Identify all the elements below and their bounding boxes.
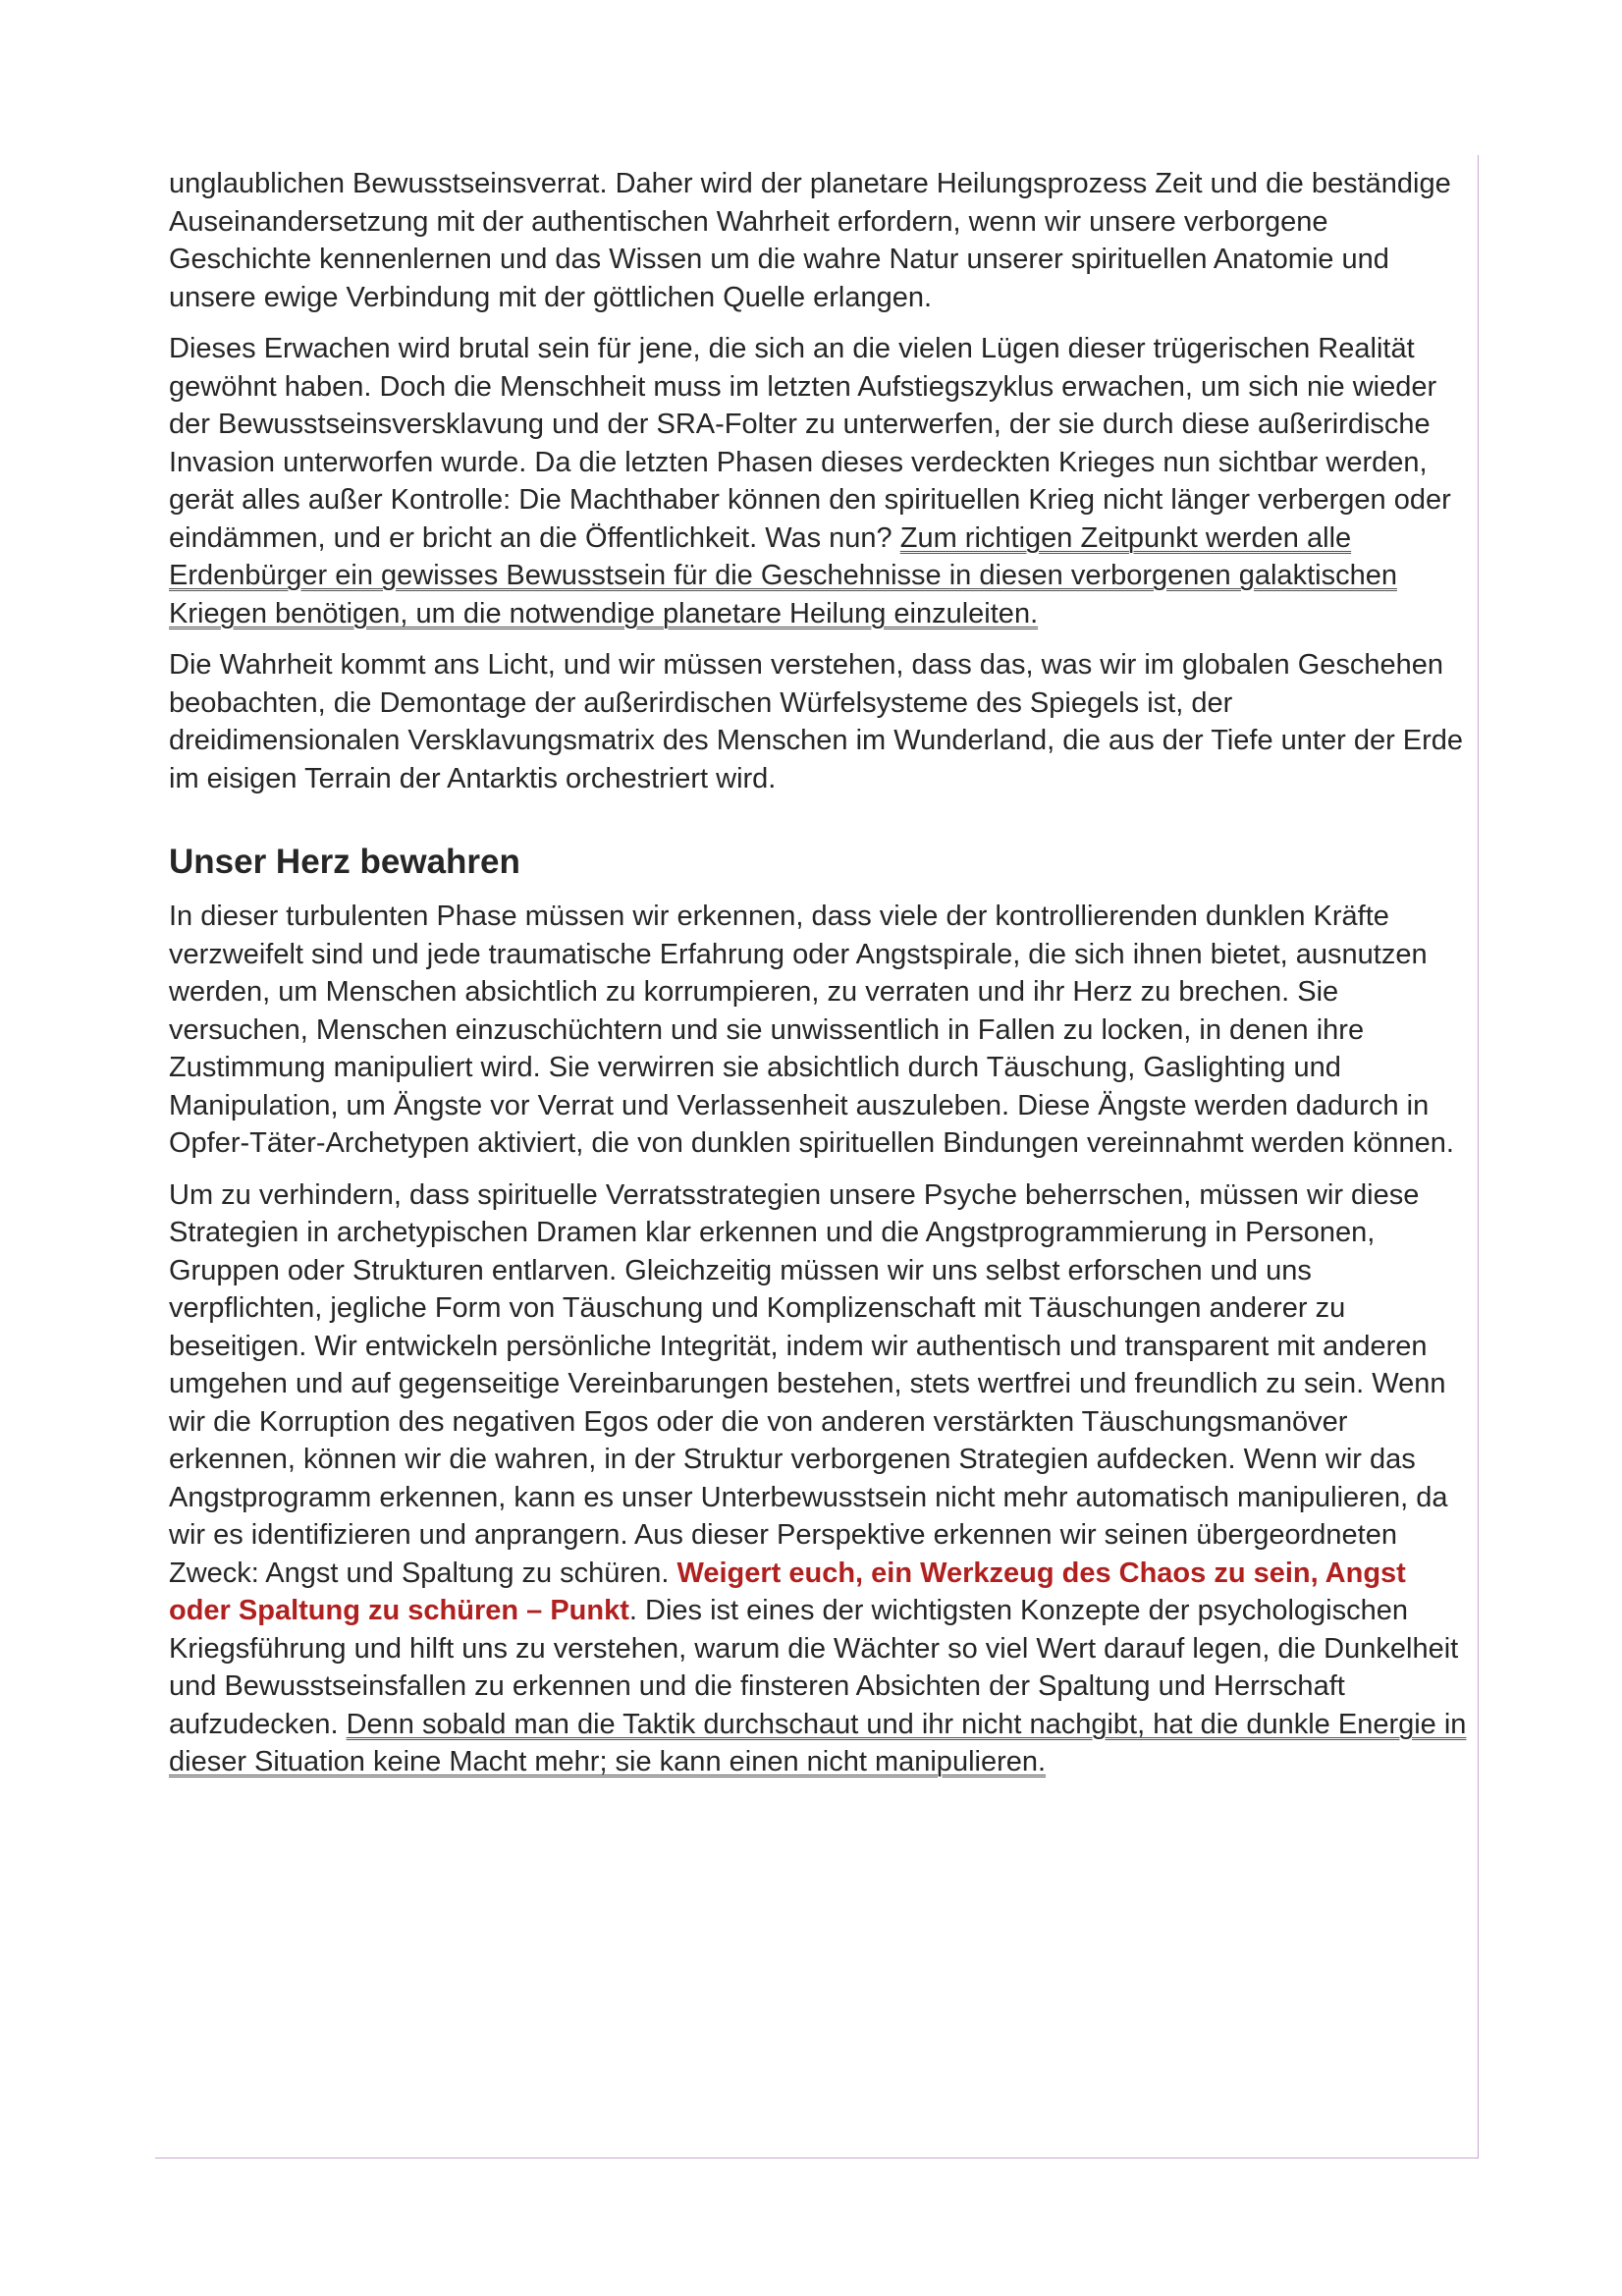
paragraph-5-text-after: . Dies ist eines der wichtigsten Konzepte der psychologischen Kriegsführung und hilft uns zu verstehen, warum die Wächter so viel Wert darauf legen, die Dunkelheit und Bewusstseinsfallen zu erkennen und die finsteren Absichten der Spaltung und Herrschaft aufzudecken. (169, 1595, 1459, 1740)
paragraph-4: In dieser turbulenten Phase müssen wir erkennen, dass viele der kontrollierenden dunklen Kräfte verzweifelt sind und jede traumatische Erfahrung oder Angstspirale, die sich ihnen bietet, ausnutzen werden, um Menschen absichtlich zu korrumpieren, zu verraten und ihr Herz zu brechen. Sie versuchen, Menschen einzuschüchtern und sie unwissentlich in Fallen zu locken, in denen ihre Zustimmung manipuliert wird. Sie verwirren sie absichtlich durch Täuschung, Gaslighting und Manipulation, um Ängste vor Verrat und Verlassenheit auszuleben. Diese Ängste werden dadurch in Opfer-Täter-Archetypen aktiviert, die von dunklen spirituellen Bindungen vereinnahmt werden können. (169, 901, 1454, 1159)
paragraph-1: unglaublichen Bewusstseinsverrat. Daher wird der planetare Heilungsprozess Zeit und die beständige Auseinandersetzung mit der authentischen Wahrheit erfordern, wenn wir unsere verborgene Geschichte kennenlernen und das Wissen um die wahre Natur unserer spirituellen Anatomie und unsere ewige Verbindung mit der göttlichen Quelle erlangen. (169, 168, 1451, 313)
document-body (169, 165, 1467, 1795)
section-heading: Unser Herz bewahren (169, 843, 520, 881)
paragraph-5-underlined: Denn sobald man die Taktik durchschaut und ihr nicht nachgibt, hat die dunkle Energie in dieser Situation keine Macht mehr; sie kann einen nicht manipulieren. (169, 1708, 1467, 1777)
paragraph-3: Die Wahrheit kommt ans Licht, und wir müssen verstehen, dass das, was wir im globalen Geschehen beobachten, die Demontage der außerirdischen Würfelsysteme des Spiegels ist, der dreidimensionalen Versklavungsmatrix des Menschen im Wunderland, die aus der Tiefe unter der Erde im eisigen Terrain der Antarktis orchestriert wird. (169, 649, 1464, 794)
paragraph-5 (169, 1176, 1467, 1781)
paragraph-5-emphasis: Weigert euch, ein Werkzeug des Chaos zu sein, Angst oder Spaltung zu schüren – Punkt (169, 1557, 1406, 1626)
paragraph-2-underlined: Zum richtigen Zeitpunkt werden alle Erdenbürger ein gewisses Bewusstsein für die Geschehnisse in diesen verborgenen galaktischen Kriegen benötigen, um die notwendige planetare Heilung einzuleiten. (169, 521, 1397, 629)
paragraph-2 (169, 330, 1467, 632)
paragraph-5-text-before: Um zu verhindern, dass spirituelle Verratsstrategien unsere Psyche beherrschen, müssen wir diese Strategien in archetypischen Dramen klar erkennen und die Angstprogrammierung in Personen, Gruppen oder Strukturen entlarven. Gleichzeitig müssen wir uns selbst erforschen und uns verpflichten, jegliche Form von Täuschung und Komplizenschaft mit Täuschungen anderer zu beseitigen. Wir entwickeln persönliche Integrität, indem wir authentisch und transparent mit anderen umgehen und auf gegenseitige Vereinbarungen bestehen, stets wertfrei und freundlich zu sein. Wenn wir die Korruption des negativen Egos oder die von anderen verstärkten Täuschungsmanöver erkennen, können wir die wahren, in der Struktur verborgenen Strategien aufdecken. Wenn wir das Angstprogramm erkennen, kann es unser Unterbewusstsein nicht mehr automatisch manipulieren, da wir es identifizieren und anprangern. Aus dieser Perspektive erkennen wir seinen übergeordneten Zweck: Angst und Spaltung zu schüren. (169, 1178, 1448, 1589)
paragraph-2-text: Dieses Erwachen wird brutal sein für jene, die sich an die vielen Lügen dieser trügerischen Realität gewöhnt haben. Doch die Menschheit muss im letzten Aufstiegszyklus erwachen, um sich nie wieder der Bewusstseinsversklavung und der SRA-Folter zu unterwerfen, der sie durch diese außerirdische Invasion unterworfen wurde. Da die letzten Phasen dieses verdeckten Krieges nun sichtbar werden, gerät alles außer Kontrolle: Die Machthaber können den spirituellen Krieg nicht länger verbergen oder eindämmen, und er bricht an die Öffentlichkeit. Was nun? (169, 333, 1451, 554)
